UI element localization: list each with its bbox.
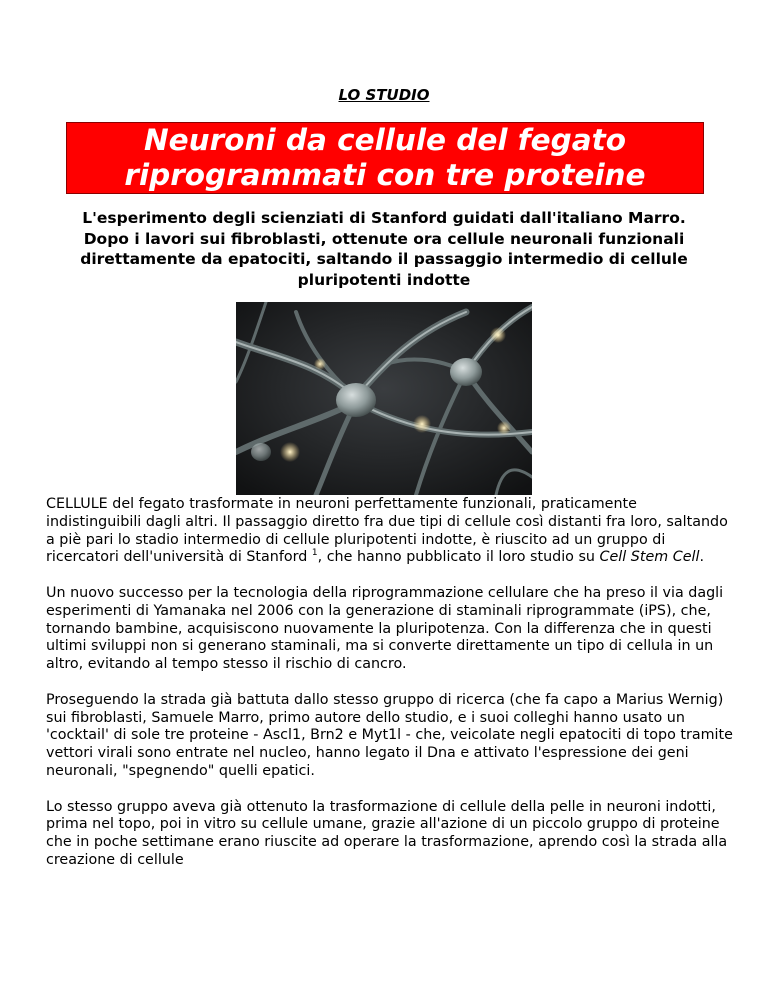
article-paragraph: Lo stesso gruppo aveva già ottenuto la trasformazione di cellule della pelle in neuroni indotti, prima nel topo, poi in vitro su cellule umane, grazie all'azione di un piccolo gruppo di proteine che in poche settimane erano riuscite ad operare la trasformazione, aprendo così la strada alla creazione di cellule (46, 798, 728, 868)
headline-line-1: Neuroni da cellule del fegato (143, 123, 627, 157)
article-body (46, 496, 736, 888)
article-headline (124, 123, 645, 193)
journal-name: Cell Stem Cell (599, 549, 700, 566)
article-paragraph: Proseguendo la strada già battuta dallo stesso gruppo di ricerca (che fa capo a Marius Wernig) sui fibroblasti, Samuele Marro, primo autore dello studio, e i suoi colleghi hanno usato un 'cocktail' di sole tre proteine - Ascl1, Brn2 e Myt1l - che, veicolate negli epatociti di topo tramite vettori virali sono entrate nel nucleo, hanno legato il Dna e attivato l'espressione dei geni neuronali, "spegnendo" quelli epatici. (46, 691, 733, 779)
paragraph-text: . (699, 549, 705, 566)
footnote-marker[interactable]: 1 (311, 548, 318, 559)
article-subheading: L'esperimento degli scienziati di Stanford guidati dall'italiano Marro. Dopo i lavori sui fibroblasti, ottenute ora cellule neuronali funzionali direttamente da epatociti, saltando il passaggio intermedio di cellule pluripotenti indotte (80, 209, 688, 289)
paragraph-text: , che hanno pubblicato il loro studio su (317, 549, 600, 566)
neurons-illustration-icon (236, 302, 532, 495)
article-paragraph (46, 496, 736, 567)
section-kicker: LO STUDIO (338, 86, 430, 104)
paragraph-text: CELLULE del fegato trasformate in neuroni perfettamente funzionali, praticamente indistinguibili dagli altri. Il passaggio diretto fra due tipi di cellule così distanti fra loro, saltando a piè pari lo stadio intermedio di cellule pluripotenti indotte, è riuscito ad un gruppo di ricercatori dell'università di Stanford (46, 496, 728, 566)
headline-banner (66, 122, 704, 194)
headline-line-2: riprogrammati con tre proteine (124, 158, 646, 192)
article-paragraph: Un nuovo successo per la tecnologia della riprogrammazione cellulare che ha preso il via dagli esperimenti di Yamanaka nel 2006 con la generazione di staminali riprogrammate (iPS), che, tornando bambine, acquisiscono nuovamente la pluripotenza. Con la differenza che in questi ultimi sviluppi non si generano staminali, ma si converte direttamente un tipo di cellula in un altro, evitando al tempo stesso il rischio di cancro. (46, 584, 724, 673)
